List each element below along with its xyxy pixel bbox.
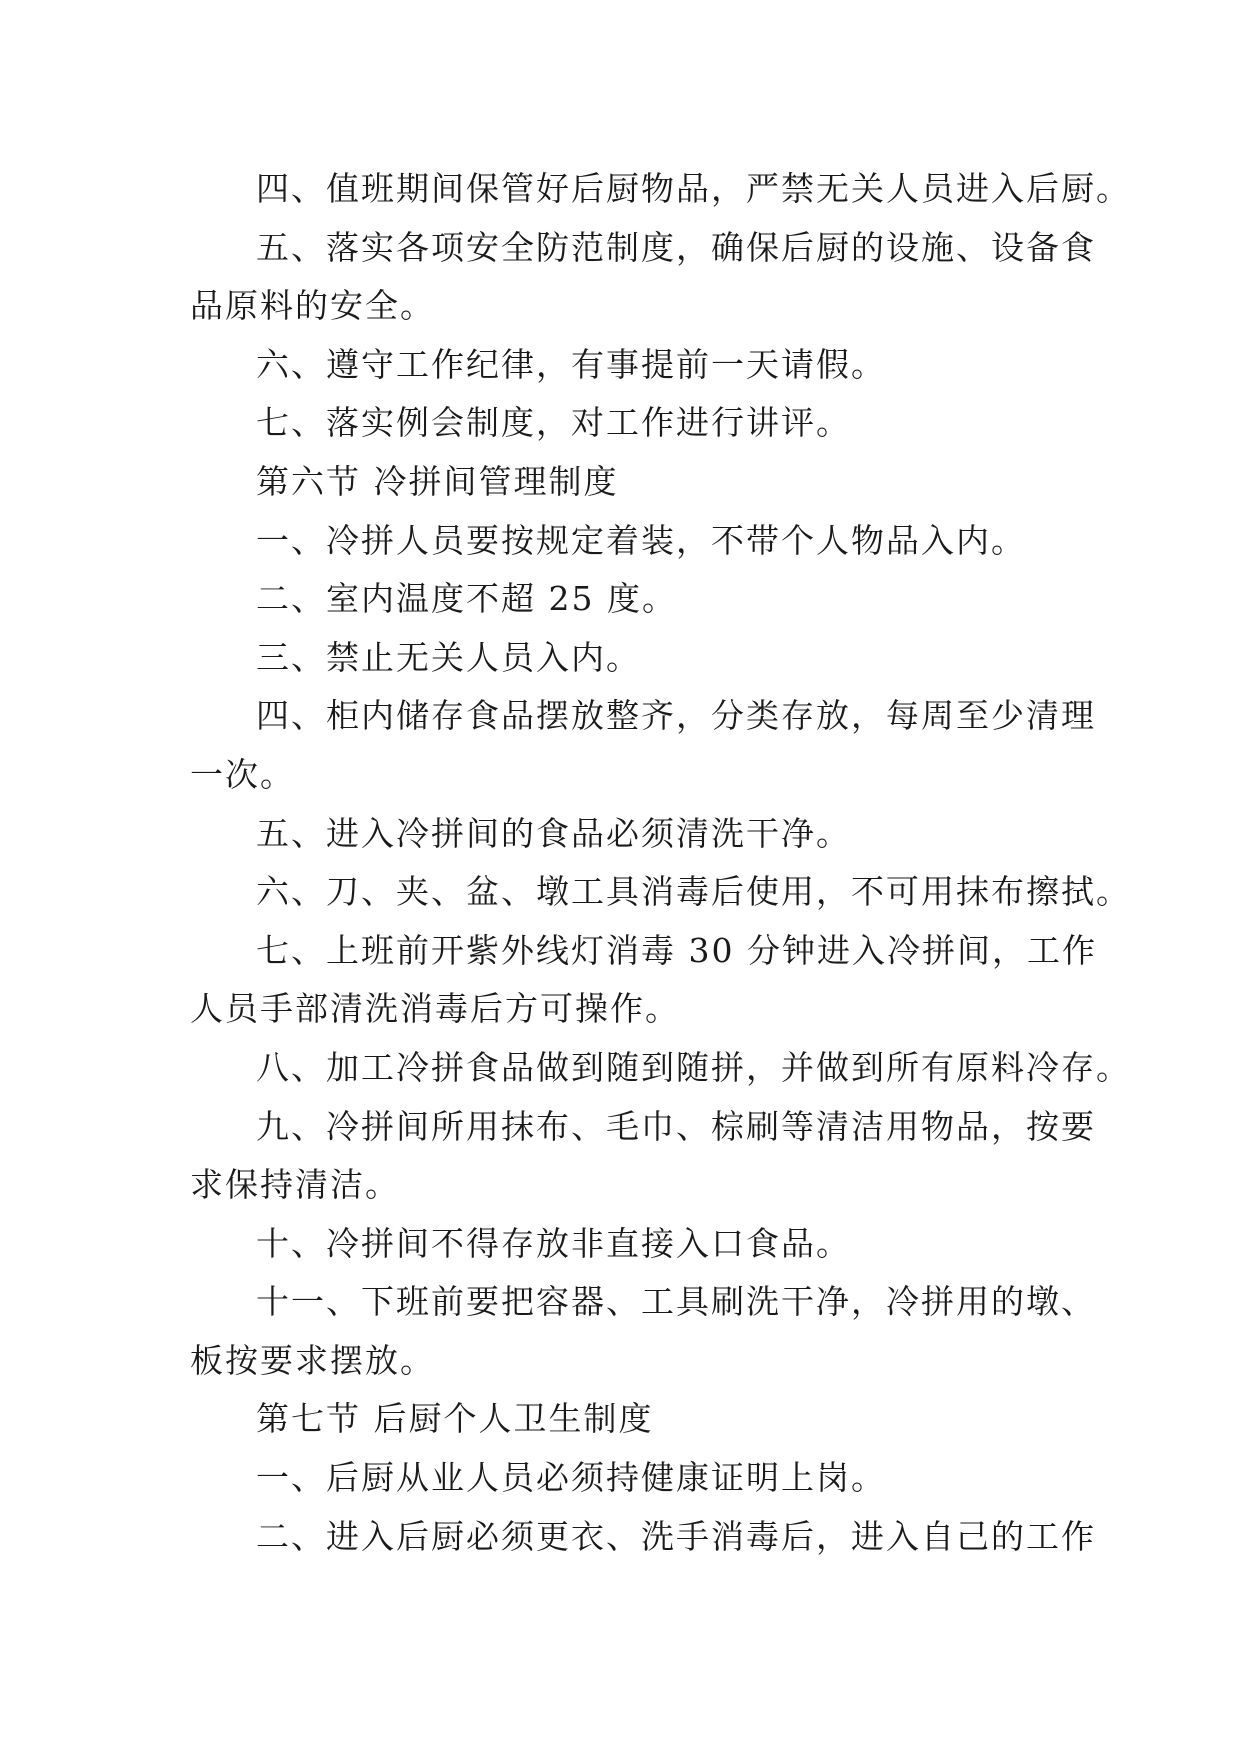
- paragraph-line: 七、上班前开紫外线灯消毒 30 分钟进入冷拼间，工作: [256, 930, 1097, 970]
- paragraph-line: 二、室内温度不超 25 度。: [256, 579, 677, 619]
- paragraph-line: 人员手部清洗消毒后方可操作。: [190, 989, 680, 1029]
- paragraph-line: 六、遵守工作纪律，有事提前一天请假。: [256, 344, 886, 384]
- section-heading: 第六节 冷拼间管理制度: [256, 461, 619, 501]
- paragraph-line: 五、落实各项安全防范制度，确保后厨的设施、设备食: [256, 227, 1096, 267]
- document-page: [190, 160, 1131, 1566]
- paragraph-line: 二、进入后厨必须更衣、洗手消毒后，进入自己的工作: [256, 1516, 1096, 1556]
- paragraph-line: 十、冷拼间不得存放非直接入口食品。: [256, 1223, 851, 1263]
- paragraph-line: 一、后厨从业人员必须持健康证明上岗。: [256, 1458, 886, 1498]
- paragraph-line: 一次。: [190, 754, 295, 794]
- paragraph-line: 六、刀、夹、盆、墩工具消毒后使用，不可用抹布擦拭。: [256, 872, 1131, 912]
- paragraph-line: 品原料的安全。: [190, 286, 435, 326]
- paragraph-line: 十一、下班前要把容器、工具刷洗干净，冷拼用的墩、: [256, 1282, 1096, 1322]
- paragraph-line: 五、进入冷拼间的食品必须清洗干净。: [256, 813, 851, 853]
- paragraph-line: 八、加工冷拼食品做到随到随拼，并做到所有原料冷存。: [256, 1047, 1131, 1087]
- paragraph-line: 三、禁止无关人员入内。: [256, 637, 641, 677]
- paragraph-line: 九、冷拼间所用抹布、毛巾、棕刷等清洁用物品，按要: [256, 1106, 1096, 1146]
- paragraph-line: 求保持清洁。: [190, 1165, 400, 1205]
- paragraph-line: 板按要求摆放。: [190, 1340, 435, 1380]
- paragraph-line: 四、值班期间保管好后厨物品，严禁无关人员进入后厨。: [256, 169, 1131, 208]
- paragraph-line: 一、冷拼人员要按规定着装，不带个人物品入内。: [256, 520, 1026, 560]
- paragraph-line: 四、柜内储存食品摆放整齐，分类存放，每周至少清理: [256, 696, 1096, 736]
- section-heading: 第七节 后厨个人卫生制度: [256, 1399, 654, 1439]
- paragraph-line: 七、落实例会制度，对工作进行讲评。: [256, 403, 851, 443]
